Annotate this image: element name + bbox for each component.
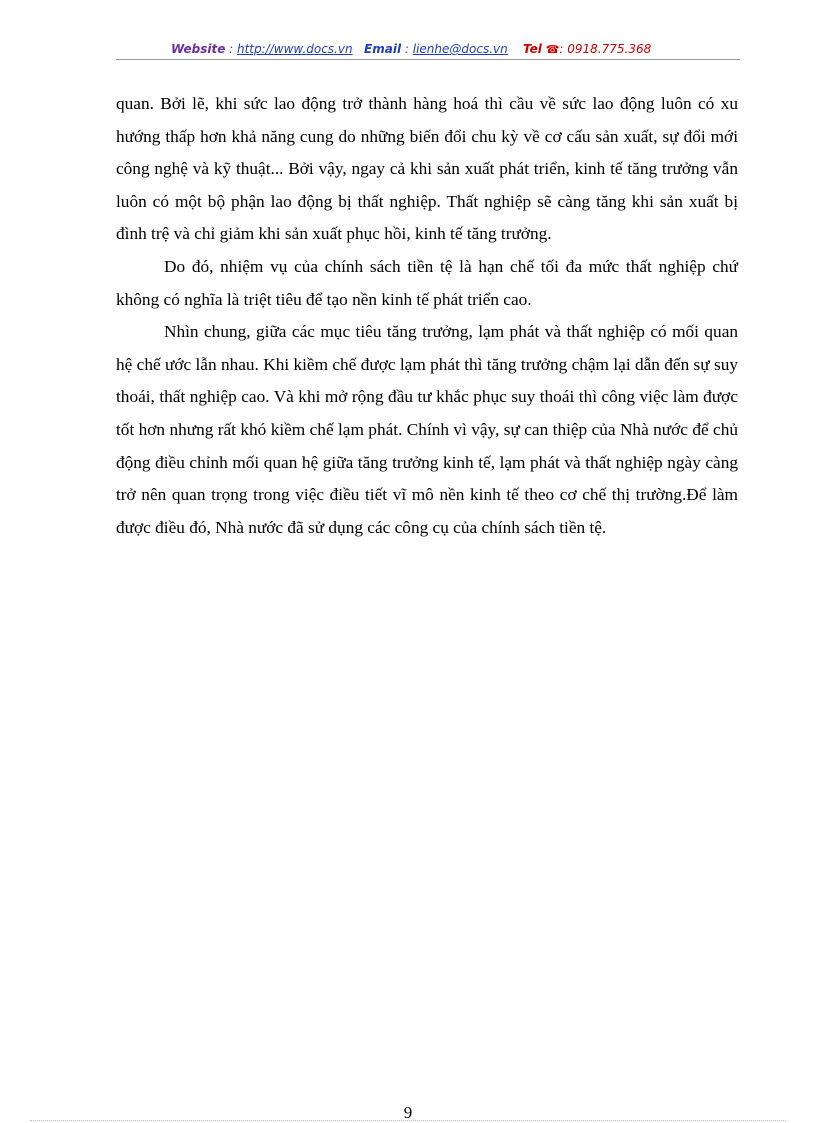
website-link[interactable]: http://www.docs.vn [237,42,353,56]
header-divider [116,59,740,60]
page-number: 9 [403,1103,413,1122]
email-label: Email [364,42,402,56]
page-header [116,40,740,60]
website-separator: : [225,42,237,56]
website-label: Website [171,42,226,56]
phone-number: : 0918.775.368 [559,42,652,56]
email-separator: : [401,42,413,56]
paragraph-2: Do đó, nhiệm vụ của chính sách tiền tệ là hạn chế tối đa mức thất nghiệp chứ không có nghĩa là triệt tiêu để tạo nền kinh tế phát triển cao. [116,256,738,309]
paragraph-3: Nhìn chung, giữa các mục tiêu tăng trưởng, lạm phát và thất nghiệp có mối quan hệ chế ước lẫn nhau. Khi kiềm chế được lạm phát thì tăng trưởng chậm lại dẫn đến sự suy thoái, thất nghiệp cao. Và khi mở rộng đầu tư khắc phục suy thoái thì công việc làm được tốt hơn nhưng rất khó kiềm chế lạm phát. Chính vì vậy, sự can thiệp của Nhà nước để chủ động điều chỉnh mối quan hệ giữa tăng trưởng kinh tế, lạm phát và thất nghiệp ngày càng trở nên quan trọng trong việc điều tiết vĩ mô nền kinh tế theo cơ chế thị trường.Để làm được điều đó, Nhà nước đã sử dụng các công cụ của chính sách tiền tệ. [116,322,738,537]
footer-divider [30,1120,786,1121]
tel-label: Tel [523,42,542,56]
document-body [116,88,738,544]
email-link[interactable]: lienhe@docs.vn [412,42,508,56]
phone-icon: ☎ [545,43,560,56]
paragraph-1: quan. Bởi lẽ, khi sức lao động trở thành hàng hoá thì cầu về sức lao động luôn có xu hướng thấp hơn khả năng cung do những biến đổi chu kỳ về cơ cấu sản xuất, sự đổi mới công nghệ và kỹ thuật... Bởi vậy, ngay cả khi sản xuất phát triển, kinh tế tăng trưởng vẫn luôn có một bộ phận lao động bị thất nghiệp. Thất nghiệp sẽ càng tăng khi sản xuất bị đình trệ và chỉ giảm khi sản xuất phục hồi, kinh tế tăng trưởng. [116,94,738,244]
